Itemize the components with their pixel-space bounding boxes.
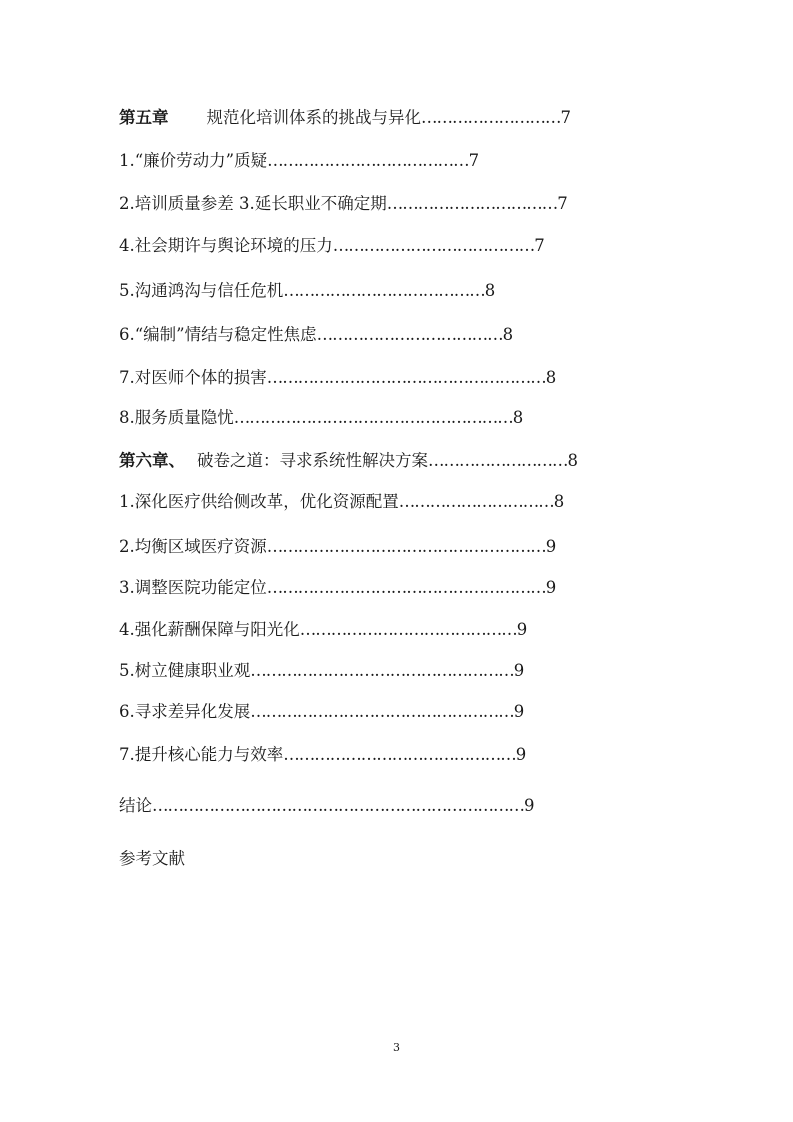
toc-entry[interactable] — [119, 793, 535, 819]
toc-entry[interactable] — [119, 742, 526, 768]
toc-entry[interactable] — [119, 489, 564, 515]
toc-entry[interactable] — [119, 148, 479, 174]
toc-page-number: 7 — [468, 151, 480, 170]
dot-leader: ……………………………………………………………… — [152, 796, 524, 815]
dot-leader: ……………………………………………… — [266, 368, 546, 387]
dot-leader: ………………………………… — [267, 151, 469, 170]
toc-title: 3.调整医院功能定位 — [119, 578, 267, 597]
toc-page-number: 7 — [534, 236, 545, 255]
toc-entry[interactable] — [119, 617, 527, 643]
toc-title: 结论 — [119, 796, 152, 815]
toc-title: 8.服务质量隐忧 — [119, 408, 234, 427]
dot-leader: ……………………………………………… — [266, 578, 546, 597]
dot-leader: ……………………………………………… — [266, 537, 546, 556]
toc-title: 4.强化薪酬保障与阳光化 — [119, 620, 300, 639]
page-number: 3 — [393, 1041, 400, 1054]
dot-leader: ………………………………… — [283, 281, 485, 300]
dot-leader: ………………………… — [398, 492, 554, 511]
toc-page-number: 9 — [545, 537, 557, 556]
toc-entry[interactable] — [119, 365, 556, 391]
toc-title: 6.“编制”情结与稳定性焦虑 — [119, 325, 317, 344]
toc-entry[interactable] — [119, 191, 568, 217]
toc-entry[interactable] — [119, 534, 556, 560]
dot-leader: ……………………………… — [316, 325, 503, 344]
toc-page-number: 8 — [545, 368, 557, 387]
toc-entry[interactable] — [119, 105, 571, 131]
toc-page-number: 7 — [560, 108, 571, 127]
dot-leader: …………………………………… — [299, 620, 517, 639]
toc-title: 破卷之道：寻求系统性解决方案 — [197, 451, 428, 470]
toc-page-number: 9 — [513, 661, 525, 680]
toc-page-number: 9 — [513, 702, 525, 721]
toc-entry[interactable] — [119, 278, 495, 304]
toc-page-number: 7 — [557, 194, 568, 213]
toc-entry[interactable] — [119, 233, 545, 259]
toc-title: 5.树立健康职业观 — [119, 661, 251, 680]
dot-leader: …………………………… — [386, 194, 558, 213]
toc-title: 规范化培训体系的挑战与异化 — [206, 108, 421, 127]
dot-leader: ……………………………………………… — [233, 408, 513, 427]
toc-page-number: 8 — [553, 492, 565, 511]
toc-page-number: 8 — [512, 408, 524, 427]
toc-page-number: 9 — [516, 620, 528, 639]
toc-title: 6.寻求差异化发展 — [119, 702, 251, 721]
dot-leader: ……………………………………… — [283, 745, 516, 764]
references-heading: 参考文献 — [119, 849, 185, 868]
toc-page-number: 9 — [545, 578, 557, 597]
dot-leader: …………………………………………… — [250, 661, 514, 680]
toc-entry[interactable] — [119, 322, 513, 348]
dot-leader: ………………………………… — [332, 236, 535, 255]
dot-leader: ……………………… — [421, 108, 561, 127]
toc-page-number: 9 — [515, 745, 527, 764]
toc-title: 1.“廉价劳动力”质疑 — [119, 151, 268, 170]
toc-title: 4.社会期许与舆论环境的压力 — [119, 236, 333, 255]
toc-title: 2.培训质量参差 3.延长职业不确定期 — [119, 194, 387, 213]
toc-page-number: 8 — [567, 451, 578, 470]
toc-entry[interactable] — [119, 658, 524, 684]
toc-entry[interactable] — [119, 405, 523, 431]
dot-leader: ……………………… — [428, 451, 568, 470]
chapter-label: 第五章 — [119, 108, 169, 127]
toc-title: 2.均衡区域医疗资源 — [119, 537, 267, 556]
toc-entry[interactable] — [119, 699, 524, 725]
dot-leader: …………………………………………… — [250, 702, 514, 721]
toc-title: 5.沟通鸿沟与信任危机 — [119, 281, 284, 300]
toc-title: 7.提升核心能力与效率 — [119, 745, 284, 764]
chapter-label: 第六章、 — [119, 451, 185, 470]
toc-title: 1.深化医疗供给侧改革，优化资源配置 — [119, 492, 399, 511]
toc-page-number: 8 — [502, 325, 514, 344]
toc-entry[interactable] — [119, 448, 578, 474]
toc-page-number: 8 — [484, 281, 496, 300]
toc-page-number: 9 — [524, 796, 535, 815]
toc-title: 7.对医师个体的损害 — [119, 368, 267, 387]
toc-entry[interactable] — [119, 575, 556, 601]
